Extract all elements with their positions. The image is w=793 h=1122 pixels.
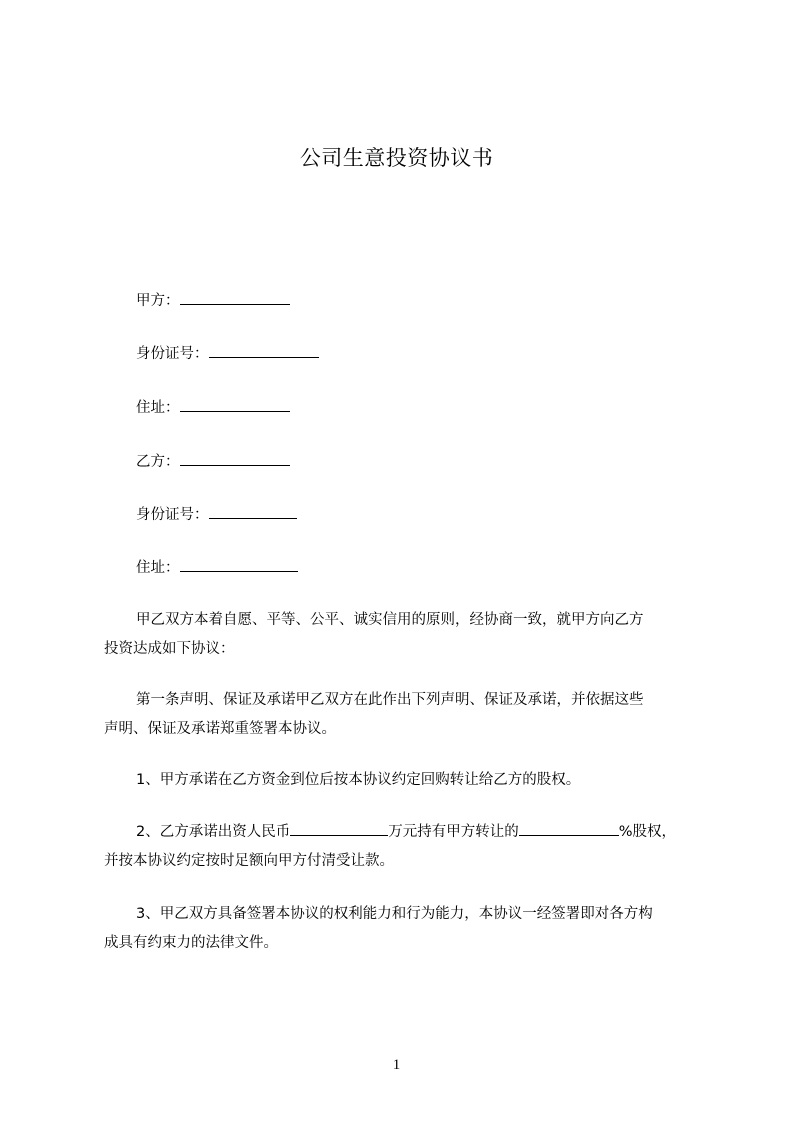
- party-a-address-blank: [180, 398, 290, 412]
- item3-paragraph: [104, 900, 700, 958]
- item3-line-2: 成具有约束力的法律文件。: [104, 935, 278, 951]
- intro-line-1: 甲乙双方本着自愿、平等、公平、诚实信用的原则，经协商一致，就甲方向乙方: [136, 612, 644, 628]
- item3-line-1: 3、甲乙双方具备签署本协议的权利能力和行为能力，本协议一经签署即对各方构: [136, 906, 653, 922]
- party-b-address-field: [136, 558, 298, 578]
- party-b-blank: [180, 452, 290, 466]
- party-b-address-label: 住址：: [136, 560, 180, 576]
- item2-line-2: 并按本协议约定按时足额向甲方付清受让款。: [104, 853, 394, 869]
- intro-paragraph: [104, 606, 700, 664]
- party-a-id-field: [136, 344, 319, 364]
- party-a-id-blank: [209, 344, 319, 358]
- page-number: 1: [392, 1057, 401, 1073]
- party-a-label: 甲方：: [136, 293, 180, 309]
- party-a-id-label: 身份证号：: [136, 346, 209, 362]
- party-b-id-label: 身份证号：: [136, 507, 209, 523]
- party-a-address-field: [136, 398, 290, 418]
- item1-paragraph: [104, 766, 700, 795]
- party-b-id-blank: [209, 505, 297, 519]
- article1-paragraph: [104, 686, 700, 744]
- item2-paragraph: [104, 818, 700, 876]
- party-b-address-blank: [180, 558, 298, 572]
- amount-blank: [290, 822, 388, 836]
- item1-line-1: 1、甲方承诺在乙方资金到位后按本协议约定回购转让给乙方的股权。: [136, 772, 581, 788]
- document-title: 公司生意投资协议书: [299, 146, 494, 170]
- party-b-label: 乙方：: [136, 454, 180, 470]
- party-b-id-field: [136, 505, 297, 525]
- percent-blank: [519, 822, 619, 836]
- article1-line-1: 第一条声明、保证及承诺甲乙双方在此作出下列声明、保证及承诺，并依据这些: [136, 692, 644, 708]
- item2-part-1: 2、乙方承诺出资人民币: [136, 824, 291, 840]
- party-a-blank: [180, 291, 290, 305]
- article1-line-2: 声明、保证及承诺郑重签署本协议。: [104, 721, 336, 737]
- item2-part-3: %股权，: [618, 824, 677, 840]
- party-b-field: [136, 452, 290, 472]
- item2-line-1: [104, 818, 700, 847]
- item2-part-2: 万元持有甲方转让的: [388, 824, 519, 840]
- party-a-field: [136, 291, 290, 311]
- party-a-address-label: 住址：: [136, 400, 180, 416]
- intro-line-2: 投资达成如下协议：: [104, 641, 235, 657]
